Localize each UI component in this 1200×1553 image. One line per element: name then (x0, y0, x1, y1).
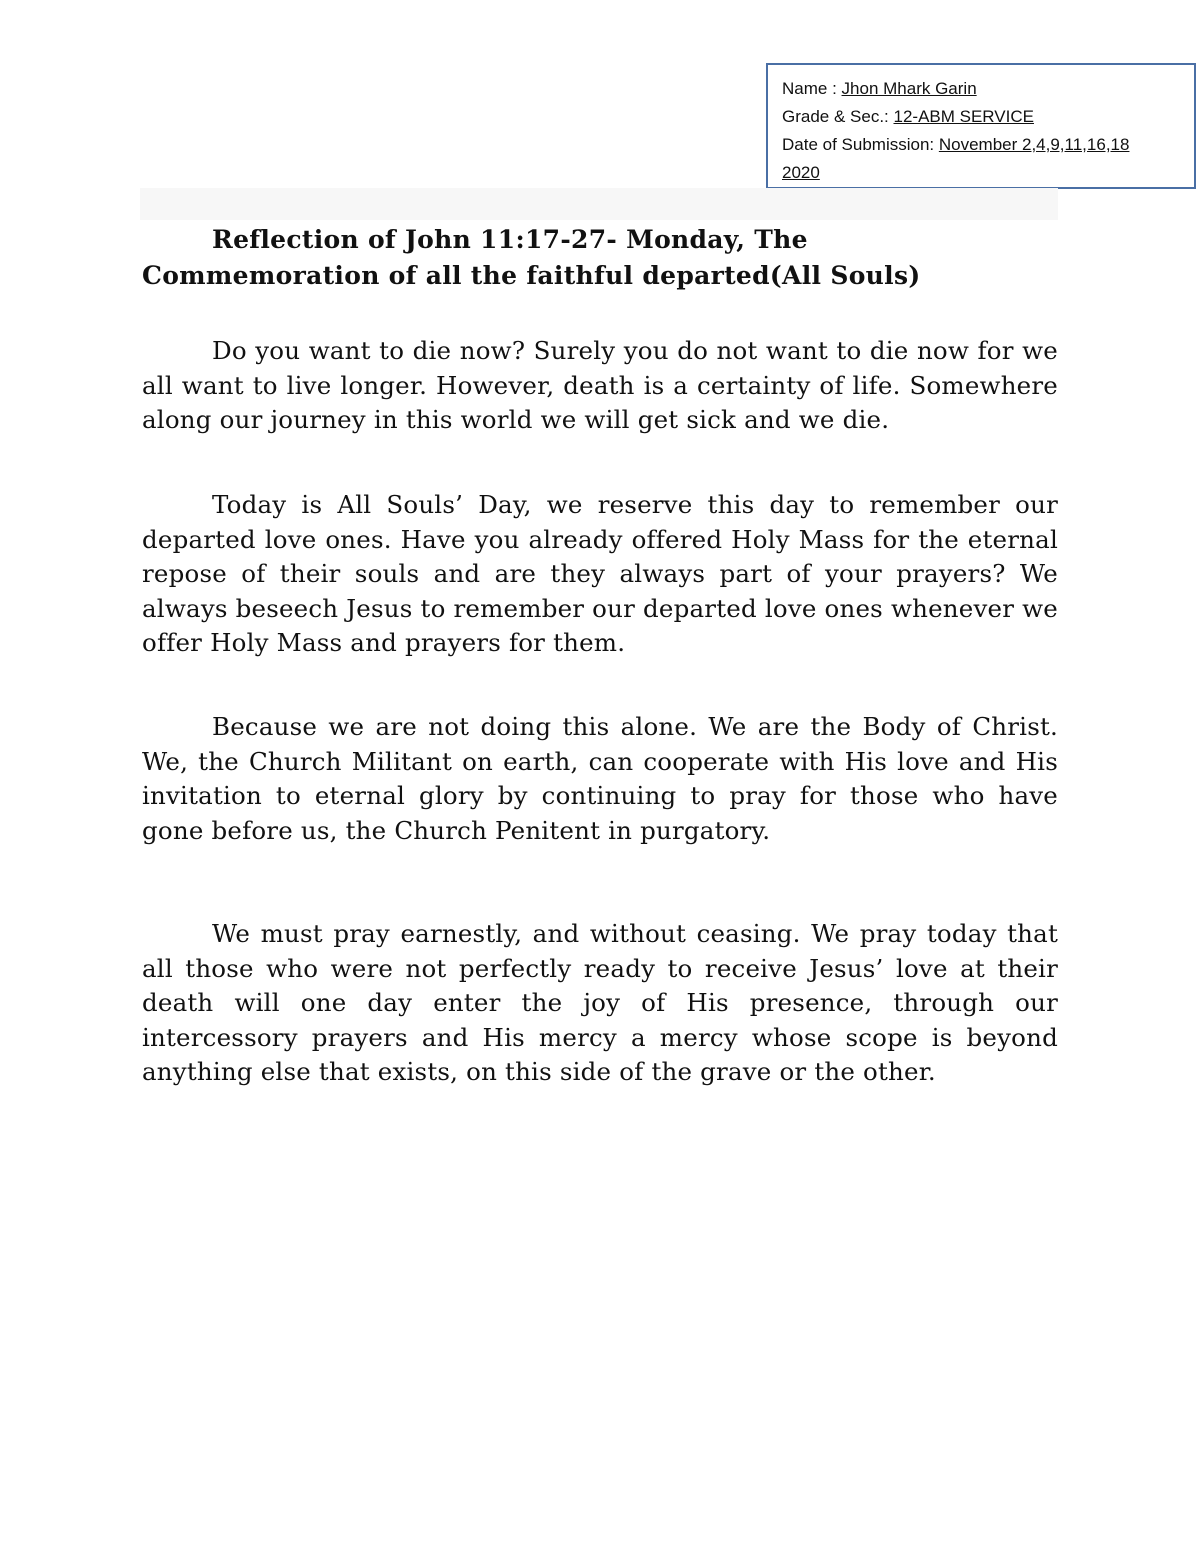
grade-row (782, 103, 1182, 131)
title-line-1: Reflection of John 11:17-27- Monday, The (212, 225, 808, 254)
name-label: Name : (782, 79, 842, 98)
date-value-year: 2020 (782, 163, 820, 182)
header-shading (140, 188, 1058, 220)
student-info-box (766, 63, 1196, 189)
grade-value: 12-ABM SERVICE (893, 107, 1034, 126)
grade-label: Grade & Sec.: (782, 107, 894, 126)
name-row (782, 75, 1182, 103)
paragraph-3: Because we are not doing this alone. We are the Body of Christ. We, the Church Militant on earth, can cooperate with His love and His invitation to eternal glory by continuing to pray for those who have gone before us, the Church Penitent in purgatory. (142, 712, 1058, 845)
date-value: November 2,4,9,11,16,18 (938, 135, 1130, 154)
paragraph-4: We must pray earnestly, and without ceasing. We pray today that all those who were not perfectly ready to receive Jesus’ love at their death will one day enter the joy of His presence, through our intercessory prayers and His mercy a mercy whose scope is beyond anything else that exists, on this side of the grave or the other. (142, 919, 1058, 1086)
date-row (782, 131, 1182, 159)
name-value: Jhon Mhark Garin (841, 79, 977, 98)
document-title (142, 222, 1058, 294)
paragraph-1: Do you want to die now? Surely you do not want to die now for we all want to live longer. However, death is a certainty of life. Somewhere along our journey in this world we will get sick and we die. (142, 336, 1058, 434)
title-line-2: Commemoration of all the faithful departed(All Souls) (142, 261, 921, 290)
date-label: Date of Submission: (782, 135, 939, 154)
date-row-continued (782, 159, 1182, 187)
paragraph-2: Today is All Souls’ Day, we reserve this day to remember our departed love ones. Have you already offered Holy Mass for the eternal repose of their souls and are they always part of your prayers? We always beseech Jesus to remember our departed love ones whenever we offer Holy Mass and prayers for them. (142, 490, 1058, 657)
